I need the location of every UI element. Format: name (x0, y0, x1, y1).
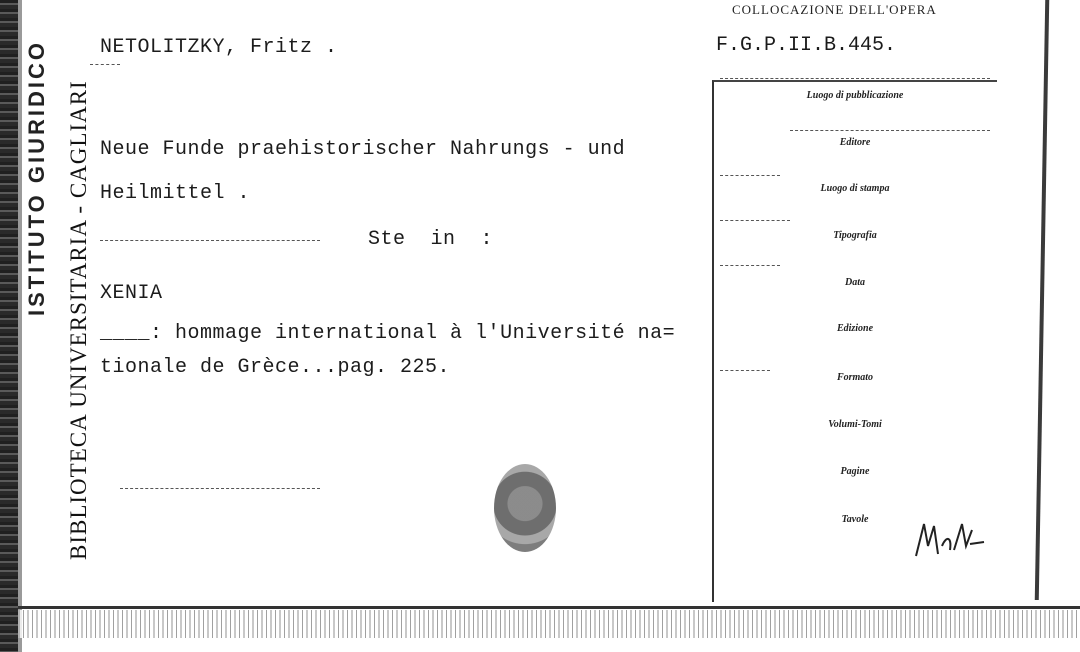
scan-left-edge (0, 0, 18, 652)
field-place-of-publication: Luogo di pubblicazione (806, 90, 904, 101)
shelfmark: F.G.P.II.B.445. (716, 34, 897, 57)
collocation-header: COLLOCAZIONE DELL'OPERA (732, 2, 937, 17)
handwritten-signature (912, 516, 986, 562)
library-stamp-text: BIBLIOTECA UNIVERSITARIA - CAGLIARI (66, 80, 91, 560)
field-rule (720, 220, 790, 221)
field-printer: Tipografia (833, 230, 877, 241)
field-rule (720, 175, 780, 176)
field-volumes: Volumi-Tomi (828, 419, 882, 430)
scan-left-edge-shadow (18, 0, 22, 652)
institute-stamp-text: ISTITUTO GIURIDICO (24, 40, 49, 317)
library-seal (494, 464, 556, 552)
title-line-1: Neue Funde praehistorischer Nahrungs - und (100, 138, 626, 161)
field-rule (720, 265, 780, 266)
in-label: Ste in : (368, 228, 494, 251)
subtitle-line-2: tionale de Grèce...pag. 225. (100, 356, 451, 379)
author: NETOLITZKY, Fritz . (100, 36, 338, 59)
field-place-of-printing: Luogo di stampa (820, 183, 890, 194)
field-edition: Edizione (836, 323, 874, 334)
scan-bottom-noise (18, 610, 1080, 638)
series-title: XENIA (100, 282, 163, 305)
title-line-2: Heilmittel . (100, 182, 251, 205)
field-plates: Tavole (841, 514, 869, 525)
field-rule (720, 78, 990, 79)
field-rule (790, 130, 990, 131)
field-date: Data (845, 277, 865, 288)
field-rule (120, 488, 320, 489)
subtitle-line-1: ____: hommage international à l'Université na= (100, 322, 676, 345)
scan-right-edge (1035, 0, 1049, 600)
field-format: Formato (836, 372, 874, 383)
field-publisher: Editore (839, 137, 871, 148)
scan-bottom-edge (18, 606, 1080, 609)
field-rule (90, 64, 120, 65)
field-rule (100, 240, 320, 241)
field-pages: Pagine (840, 466, 870, 477)
field-rule (720, 370, 770, 371)
